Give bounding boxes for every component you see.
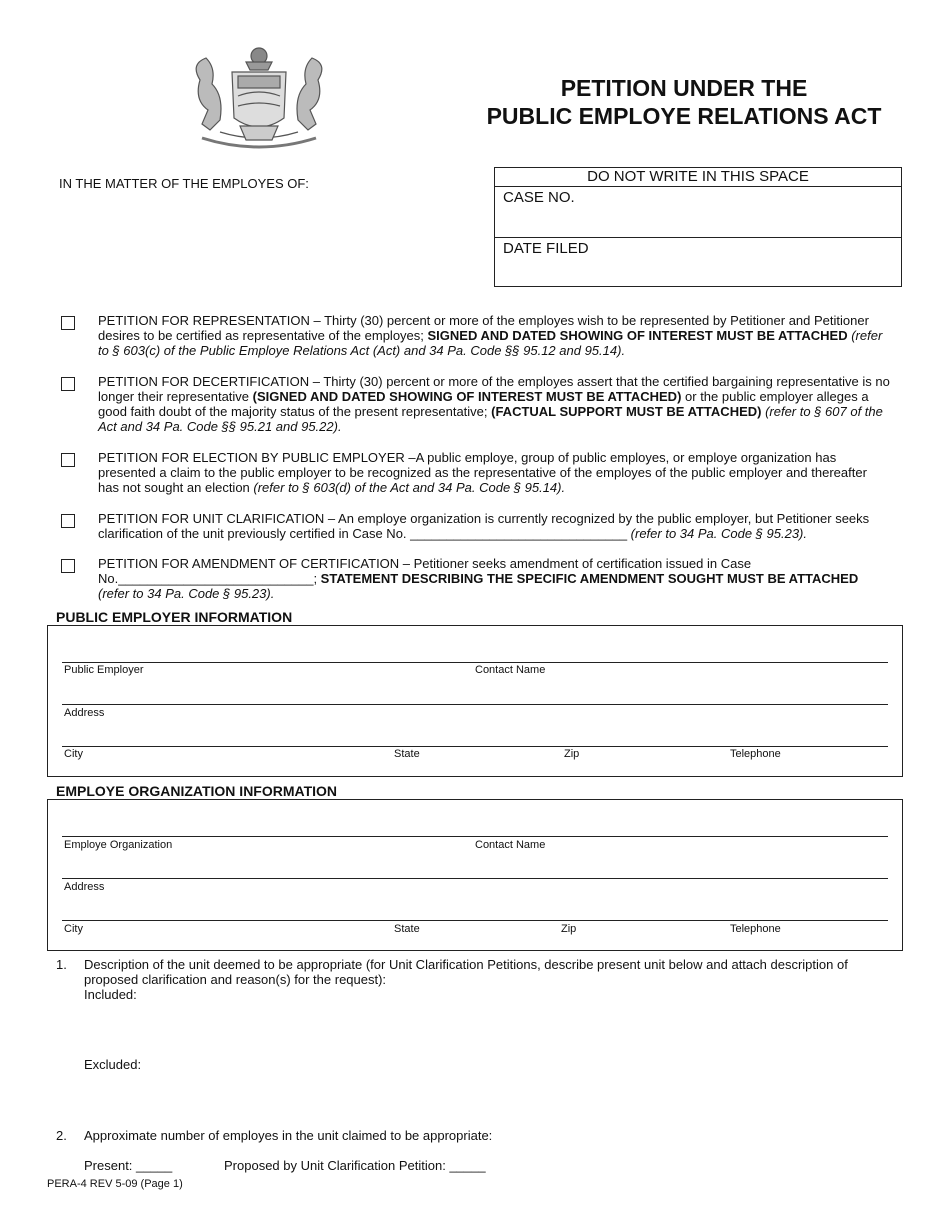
org-address-line[interactable] [62, 878, 888, 879]
opt4-ref: (refer to 34 Pa. Code § 95.23). [627, 526, 807, 541]
opt2-ref: (refer to § 607 of the Act and 34 Pa. Code §§ 95.21 and 95.22). [98, 404, 883, 434]
opt2-text: PETITION FOR DECERTIFICATION – Thirty (30) percent or more of the employes assert that the certified bargaining representative is no longer their representative [98, 374, 890, 404]
opt1-bold: SIGNED AND DATED SHOWING OF INTEREST MUST BE ATTACHED [427, 328, 848, 343]
employer-state-label: State [394, 748, 420, 760]
employer-section-heading: PUBLIC EMPLOYER INFORMATION [56, 609, 293, 625]
case-no-label: CASE NO. [503, 189, 575, 206]
opt1-ref: (refer to § 603(c) of the Public Employe Relations Act (Act) and 34 Pa. Code §§ 95.12 and 95.14). [98, 328, 883, 358]
employer-info-panel [47, 625, 903, 777]
employer-city-line[interactable] [62, 746, 888, 747]
org-city-label: City [64, 923, 83, 935]
date-filed-field [495, 237, 901, 287]
petition-option-decertification [61, 374, 891, 434]
question-1-number: 1. [56, 957, 67, 972]
title-line-2: PUBLIC EMPLOYE RELATIONS ACT [486, 103, 882, 129]
org-name-label: Employe Organization [64, 839, 173, 851]
org-section-heading: EMPLOYE ORGANIZATION INFORMATION [56, 783, 338, 799]
opt3-ref: (refer to § 603(d) of the Act and 34 Pa. Code § 95.14). [249, 480, 566, 495]
employer-address-label: Address [64, 707, 105, 719]
office-use-box [494, 167, 902, 287]
petition-option-election [61, 450, 891, 495]
question-2-text: Approximate number of employes in the unit claimed to be appropriate: [84, 1128, 493, 1143]
decertification-checkbox[interactable] [61, 377, 75, 391]
present-count-field[interactable]: Present: _____ [84, 1158, 173, 1173]
employer-name-label: Public Employer [64, 664, 144, 676]
org-zip-label: Zip [561, 923, 577, 935]
opt4-text: PETITION FOR UNIT CLARIFICATION – An employe organization is currently recognized by the public employer, but Petitioner seeks clarification of the unit previously certified in Case No. ______________________________ [98, 511, 870, 541]
date-filed-label: DATE FILED [503, 240, 589, 257]
petition-option-amendment [61, 556, 891, 601]
petition-option-representation [61, 313, 891, 358]
opt2-bold2: (FACTUAL SUPPORT MUST BE ATTACHED) [491, 404, 762, 419]
opt2-text2: or the public employer alleges a good faith doubt of the majority status of the present representative; [98, 389, 869, 419]
opt5-ref: (refer to 34 Pa. Code § 95.23). [98, 586, 275, 601]
employer-name-line[interactable] [62, 662, 888, 663]
opt1-text: PETITION FOR REPRESENTATION – Thirty (30) percent or more of the employes wish to be represented by Petitioner and Petitioner desires to be certified as representative of the employes; [98, 313, 869, 343]
petition-option-unit-clarification [61, 511, 891, 541]
question-1-text: Description of the unit deemed to be appropriate (for Unit Clarification Petitions, describe present unit below and attach description of proposed clarification and reason(s) for the request): [84, 957, 848, 987]
page-title [470, 74, 898, 130]
employer-telephone-label: Telephone [730, 748, 781, 760]
org-contact-label: Contact Name [475, 839, 546, 851]
excluded-label: Excluded: [84, 1057, 142, 1072]
org-state-label: State [394, 923, 420, 935]
opt3-text: PETITION FOR ELECTION BY PUBLIC EMPLOYER –A public employe, group of public employes, or employe organization has presented a claim to the public employer to be recognized as the representative of the employes of the public employer and thereafter has not sought an election [98, 450, 867, 495]
amendment-checkbox[interactable] [61, 559, 75, 573]
employer-city-label: City [64, 748, 83, 760]
employer-contact-label: Contact Name [475, 664, 546, 676]
unit-clarification-checkbox[interactable] [61, 514, 75, 528]
opt5-text: PETITION FOR AMENDMENT OF CERTIFICATION – Petitioner seeks amendment of certification issued in Case No.___________________________; [98, 556, 752, 586]
org-address-label: Address [64, 881, 105, 893]
org-telephone-label: Telephone [730, 923, 781, 935]
form-footer: PERA-4 REV 5-09 (Page 1) [47, 1178, 183, 1190]
org-city-line[interactable] [62, 920, 888, 921]
question-2-number: 2. [56, 1128, 67, 1143]
opt2-bold: (SIGNED AND DATED SHOWING OF INTEREST MUST BE ATTACHED) [252, 389, 682, 404]
proposed-count-field[interactable]: Proposed by Unit Clarification Petition: _____ [224, 1158, 486, 1173]
matter-label: IN THE MATTER OF THE EMPLOYES OF: [59, 176, 309, 191]
state-seal-icon [180, 40, 338, 156]
employer-address-line[interactable] [62, 704, 888, 705]
case-no-field [495, 187, 901, 237]
representation-checkbox[interactable] [61, 316, 75, 330]
opt5-bold: STATEMENT DESCRIBING THE SPECIFIC AMENDMENT SOUGHT MUST BE ATTACHED [320, 571, 859, 586]
org-name-line[interactable] [62, 836, 888, 837]
election-checkbox[interactable] [61, 453, 75, 467]
employer-zip-label: Zip [564, 748, 580, 760]
org-info-panel [47, 799, 903, 951]
included-label: Included: [84, 987, 137, 1002]
office-use-header: DO NOT WRITE IN THIS SPACE [495, 168, 901, 187]
title-line-1: PETITION UNDER THE [560, 75, 808, 101]
